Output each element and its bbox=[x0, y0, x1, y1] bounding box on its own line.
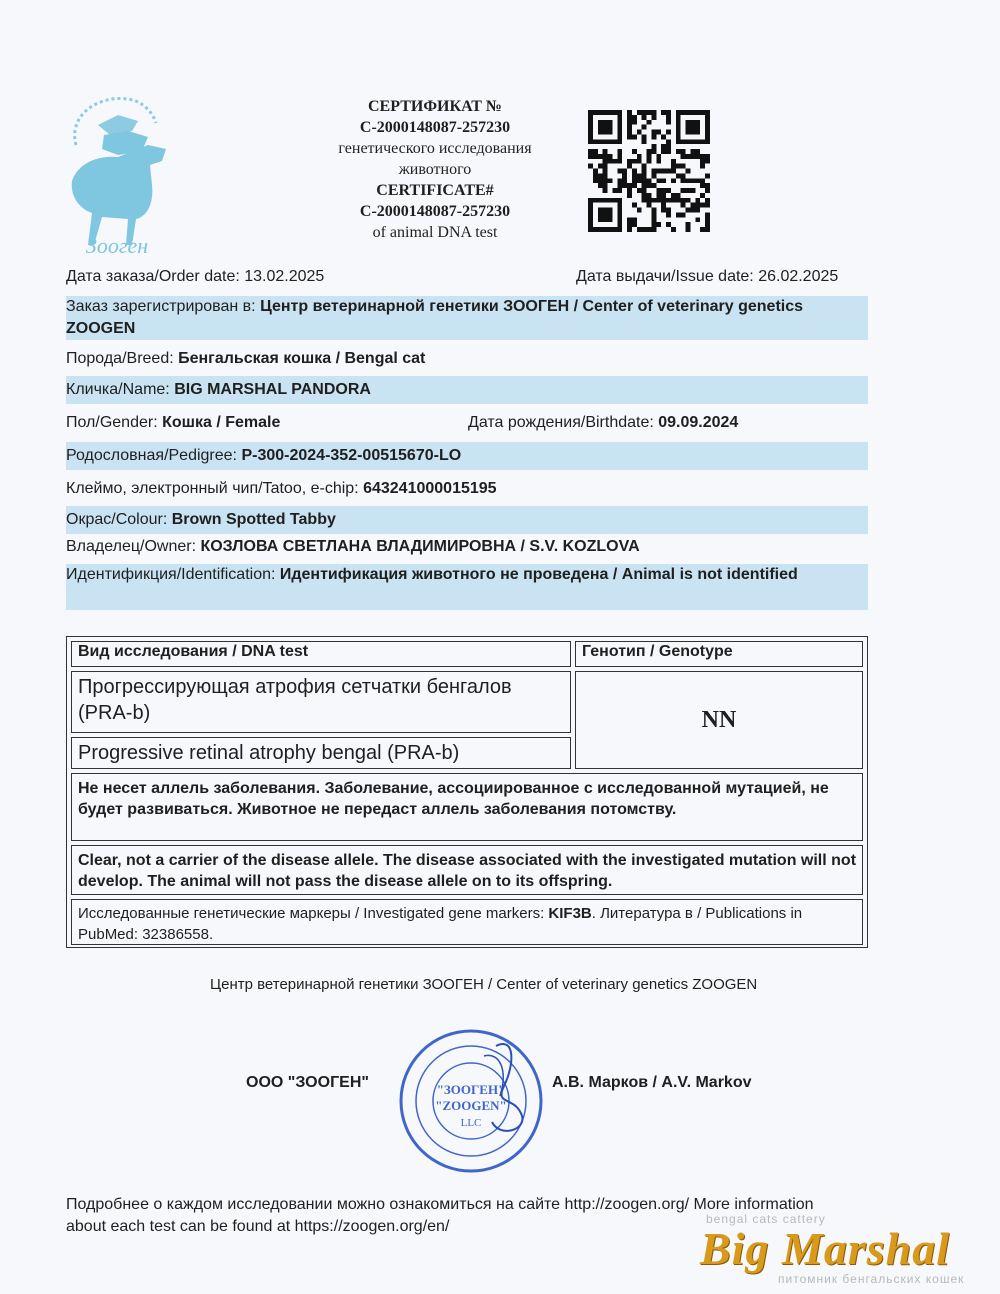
registered-value: Центр ветеринарной генетики ЗООГЕН / Center of veterinary genetics ZOOGEN bbox=[66, 298, 804, 337]
gene-markers bbox=[71, 899, 863, 945]
signer-name: А.В. Марков / A.V. Markov bbox=[552, 1074, 752, 1091]
gender-row bbox=[66, 412, 868, 434]
order-date: Дата заказа/Order date: 13.02.2025 bbox=[66, 268, 325, 285]
birthdate-field bbox=[468, 412, 738, 434]
pedigree-row bbox=[66, 442, 868, 470]
title-line: генетического исследования bbox=[338, 140, 532, 157]
watermark-brand: Big Marshal bbox=[700, 1223, 951, 1274]
title-line: CERTIFICATE# bbox=[376, 182, 494, 199]
official-stamp bbox=[396, 1026, 546, 1176]
identification-label: Идентификция/Identification: bbox=[66, 566, 280, 583]
owner-row bbox=[66, 536, 868, 558]
colour-label: Окрас/Colour: bbox=[66, 511, 172, 528]
test-name-ru: Прогрессирующая атрофия сетчатки бенгалов (PRA-b) bbox=[71, 671, 571, 733]
title-line: of animal DNA test bbox=[372, 224, 498, 241]
registered-row bbox=[66, 296, 868, 340]
col-header-test: Вид исследования / DNA test bbox=[71, 641, 571, 667]
zoogen-logo bbox=[58, 85, 188, 260]
chip-row bbox=[66, 478, 868, 500]
pedigree-label: Родословная/Pedigree: bbox=[66, 447, 242, 464]
col-header-genotype: Генотип / Genotype bbox=[575, 641, 863, 667]
stamp-name-ru: "ЗООГЕН" bbox=[436, 1082, 506, 1097]
gender-label: Пол/Gender: bbox=[66, 414, 163, 431]
title-line: СЕРТИФИКАТ № bbox=[368, 98, 502, 115]
name-row bbox=[66, 376, 868, 404]
breed-row bbox=[66, 348, 868, 370]
title-line: животного bbox=[398, 161, 472, 178]
test-name-en: Progressive retinal atrophy bengal (PRA-b) bbox=[71, 737, 571, 769]
pedigree-value: P-300-2024-352-00515670-LO bbox=[241, 447, 462, 464]
name-label: Кличка/Name: bbox=[66, 381, 175, 398]
gender-value: Кошка / Female bbox=[162, 414, 281, 431]
result-en: Clear, not a carrier of the disease allele. The disease associated with the investigated mutation will not develop. The animal will not pass the disease allele on to its offspring. bbox=[71, 845, 863, 895]
company-name: ООО "ЗООГЕН" bbox=[246, 1074, 369, 1091]
footer-note: Подробнее о каждом исследовании можно ознакомиться на сайте http://zoogen.org/ More information about each test can be found at https://zoogen.org/en/ bbox=[66, 1196, 814, 1235]
issue-date: Дата выдачи/Issue date: 26.02.2025 bbox=[576, 268, 839, 285]
dna-test-table bbox=[66, 636, 868, 948]
markers-publications: . Литература в / Publications in PubMed: 32386558. bbox=[78, 905, 803, 943]
logo-text: Зооген bbox=[86, 233, 149, 258]
markers-text: Исследованные генетические маркеры / Investigated gene markers: bbox=[78, 905, 549, 922]
name-value: BIG MARSHAL PANDORA bbox=[174, 381, 371, 398]
markers-gene: KIF3B bbox=[548, 905, 592, 922]
issuer-line: Центр ветеринарной генетики ЗООГЕН / Center of veterinary genetics ZOOGEN bbox=[210, 976, 758, 993]
watermark-russian: питомник бенгальских кошек bbox=[778, 1272, 965, 1286]
qr-code[interactable] bbox=[588, 110, 710, 232]
certificate-title bbox=[290, 96, 580, 243]
birthdate-label: Дата рождения/Birthdate: bbox=[468, 414, 659, 431]
chip-value: 643241000015195 bbox=[363, 480, 497, 497]
watermark-subtitle: bengal cats cattery bbox=[706, 1212, 826, 1226]
owner-label: Владелец/Owner: bbox=[66, 538, 201, 555]
stamp-name-en: "ZOOGEN" bbox=[435, 1098, 507, 1113]
colour-value: Brown Spotted Tabby bbox=[171, 511, 336, 528]
chip-label: Клеймо, электронный чип/Tatoo, e-chip: bbox=[66, 480, 364, 497]
birthdate-value: 09.09.2024 bbox=[658, 414, 739, 431]
stamp-llc: LLC bbox=[460, 1117, 482, 1129]
certificate-number-en: С-2000148087-257230 bbox=[359, 203, 511, 220]
identification-row bbox=[66, 564, 868, 610]
owner-value: КОЗЛОВА СВЕТЛАНА ВЛАДИМИРОВНА / S.V. KOZLOVA bbox=[200, 538, 640, 555]
genotype-value: NN bbox=[575, 671, 863, 769]
identification-value: Идентификация животного не проведена / Animal is not identified bbox=[279, 566, 798, 583]
colour-row bbox=[66, 506, 868, 534]
registered-label: Заказ зарегистрирован в: bbox=[66, 298, 261, 315]
result-ru: Не несет аллель заболевания. Заболевание, ассоциированное с исследованной мутацией, не будет развиваться. Животное не передаст аллель заболевания потомству. bbox=[71, 773, 863, 841]
breed-label: Порода/Breed: bbox=[66, 350, 179, 367]
breed-value: Бенгальская кошка / Bengal cat bbox=[178, 350, 426, 367]
certificate-number-ru: С-2000148087-257230 bbox=[359, 119, 511, 136]
